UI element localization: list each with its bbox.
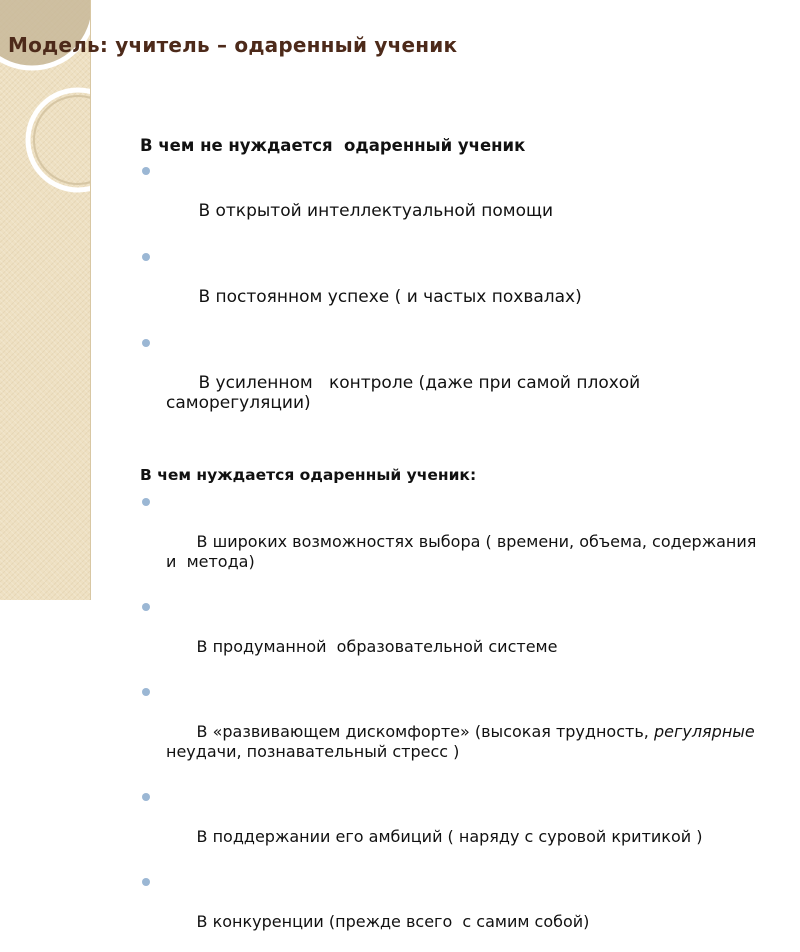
list-item xyxy=(140,872,770,952)
needs-list xyxy=(140,492,770,952)
list-item-text: В поддержании его амбиций ( наряду с суровой критикой ) xyxy=(196,827,703,846)
list-item xyxy=(140,333,770,433)
list-item-text: В постоянном успехе ( и частых похвалах) xyxy=(198,287,582,307)
bullet-icon xyxy=(142,603,150,611)
decorative-side-panel xyxy=(0,0,91,600)
slide-title: Модель: учитель – одаренный ученик xyxy=(8,33,458,57)
list-item-text: В открытой интеллектуальной помощи xyxy=(198,201,554,221)
list-item-text-after: неудачи, познавательный стресс ) xyxy=(166,722,760,761)
list-item-text: В усиленном контроле (даже при самой плохой саморегуляции) xyxy=(166,373,646,413)
list-item xyxy=(140,787,770,867)
not-needs-list xyxy=(140,161,770,433)
bullet-icon xyxy=(142,498,150,506)
list-item-text: В продуманной образовательной системе xyxy=(196,637,558,656)
list-item-text: В широких возможностях выбора ( времени, объема, содержания и метода) xyxy=(166,532,762,571)
list-item xyxy=(140,597,770,677)
bullet-icon xyxy=(142,167,150,175)
section-heading-needs: В чем нуждается одаренный ученик: xyxy=(140,466,477,484)
list-item-text-italic: регулярные xyxy=(653,722,755,741)
bullet-icon xyxy=(142,339,150,347)
list-item xyxy=(140,247,770,327)
list-item xyxy=(140,492,770,592)
list-item-text-before: В «развивающем дискомфорте» (высокая трудность, xyxy=(196,722,654,741)
list-item xyxy=(140,161,770,241)
bullet-icon xyxy=(142,688,150,696)
slide-content xyxy=(140,135,770,952)
bullet-icon xyxy=(142,793,150,801)
list-item-text: В конкуренции (прежде всего с самим собой) xyxy=(196,912,590,931)
bullet-icon xyxy=(142,878,150,886)
list-item xyxy=(140,682,770,782)
section-heading-not-needs: В чем не нуждается одаренный ученик xyxy=(140,136,526,155)
bullet-icon xyxy=(142,253,150,261)
